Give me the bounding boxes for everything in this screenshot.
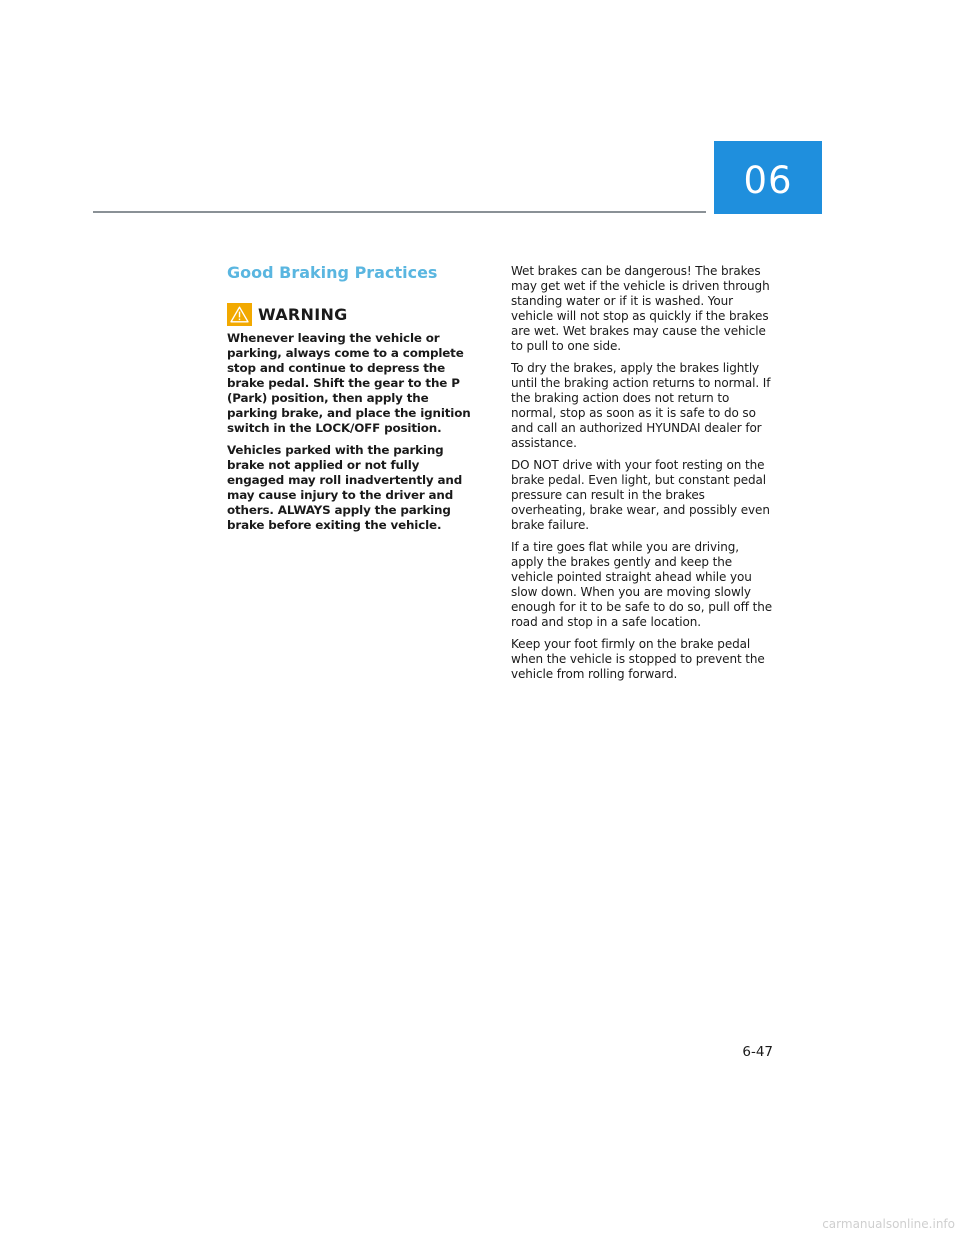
section-heading: Good Braking Practices xyxy=(227,263,438,282)
warning-paragraph: Vehicles parked with the parking brake not applied or not fully engaged may roll inadvertently and may cause injury to the driver and others. ALWAYS apply the parking brake before exiting the vehicle. xyxy=(227,443,463,532)
body-paragraph: DO NOT drive with your foot resting on the brake pedal. Even light, but constant pedal pressure can result in the brakes overheating, brake wear, and possibly even brake failure. xyxy=(511,458,770,532)
page-number: 6-47 xyxy=(742,1044,773,1060)
body-paragraph: To dry the brakes, apply the brakes lightly until the braking action returns to normal. If the braking action does not return to normal, stop as soon as it is safe to do so and call an authorized HYUNDAI dealer for assistance. xyxy=(511,361,771,450)
warning-header xyxy=(227,303,479,326)
header-rule xyxy=(93,211,706,213)
body-paragraph: Keep your foot firmly on the brake pedal when the vehicle is stopped to prevent the vehicle from rolling forward. xyxy=(511,637,765,681)
body-paragraph: Wet brakes can be dangerous! The brakes may get wet if the vehicle is driven through standing water or if it is washed. Your vehicle will not stop as quickly if the brakes are wet. Wet brakes may cause the vehicle to pull to one side. xyxy=(511,264,770,353)
right-column xyxy=(511,264,773,689)
warning-paragraph: Whenever leaving the vehicle or parking, always come to a complete stop and continue to depress the brake pedal. Shift the gear to the P (Park) position, then apply the parking brake, and place the ignition switch in the LOCK/OFF position. xyxy=(227,331,471,435)
warning-triangle-icon xyxy=(227,303,252,326)
watermark-link[interactable]: carmanualsonline.info xyxy=(822,1217,955,1231)
chapter-number: 06 xyxy=(743,159,793,202)
chapter-tab xyxy=(714,141,822,214)
body-paragraph: If a tire goes flat while you are driving, apply the brakes gently and keep the vehicle pointed straight ahead while you slow down. When you are moving slowly enough for it to be safe to do so, pull off the road and stop in a safe location. xyxy=(511,540,773,629)
warning-label: WARNING xyxy=(258,305,348,324)
warning-block xyxy=(227,303,479,533)
left-column xyxy=(227,262,479,540)
